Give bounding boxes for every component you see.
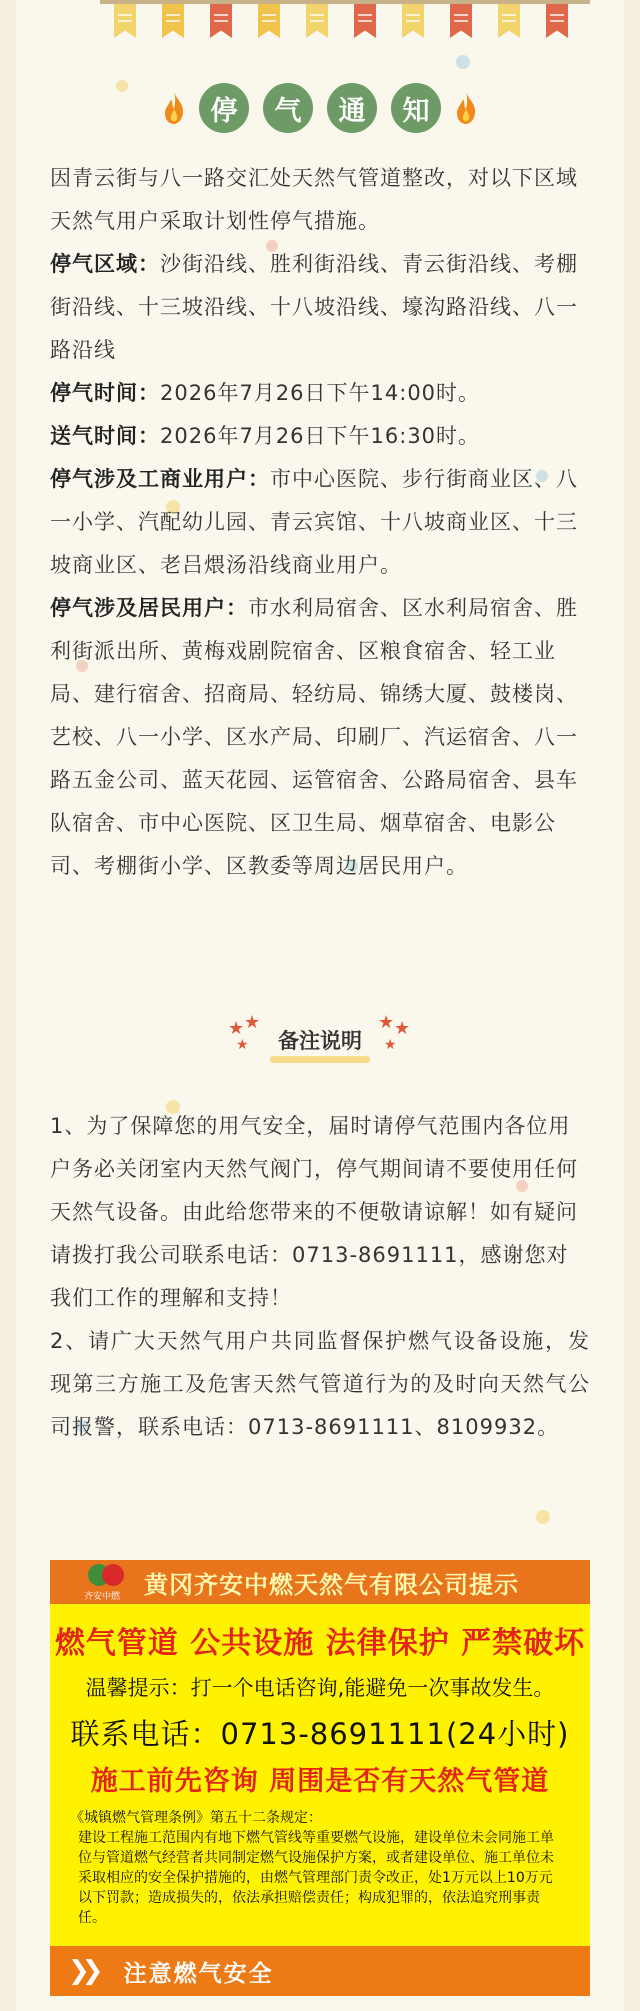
area-label: 停气区域： bbox=[50, 252, 160, 276]
stop-time-label: 停气时间： bbox=[50, 381, 160, 405]
notes-heading bbox=[0, 1010, 640, 1070]
notes-title: 备注说明 bbox=[274, 1025, 366, 1055]
poster-phone: 联系电话：0713-8691111(24小时) bbox=[70, 1717, 570, 1751]
bunting-flag bbox=[258, 4, 280, 38]
bunting-flag bbox=[402, 4, 424, 38]
stars-icon: ★ ★ ★ bbox=[378, 1012, 411, 1053]
stars-icon: ★ ★ ★ bbox=[228, 1012, 261, 1053]
resume-time-paragraph bbox=[50, 415, 590, 458]
bunting-flag bbox=[354, 4, 376, 38]
notice-body bbox=[50, 157, 590, 888]
bunting-flag bbox=[450, 4, 472, 38]
note-item: 1、为了保障您的用气安全，届时请停气范围内各位用户务必关闭室内天然气阀门，停气期间请不要使用任何天然气设备。由此给您带来的不便敬请谅解！如有疑问请拨打我公司联系电话：0713-8691111，感谢您对我们工作的理解和支持！ bbox=[50, 1114, 578, 1310]
bunting-flag bbox=[546, 4, 568, 38]
stop-time-value: 2026年7月26日下午14:00时。 bbox=[160, 381, 481, 405]
poster-company-name: 黄冈齐安中燃天然气有限公司提示 bbox=[144, 1569, 519, 1599]
resume-time-value: 2026年7月26日下午16:30时。 bbox=[160, 424, 481, 448]
residential-value: 市水利局宿舍、区水利局宿舍、胜利街派出所、黄梅戏剧院宿舍、区粮食宿舍、轻工业局、建行宿舍、招商局、轻纺局、锦绣大厦、鼓楼岗、艺校、八一小学、区水产局、印刷厂、汽运宿舍、八一路五金公司、蓝天花园、运管宿舍、公路局宿舍、县车队宿舍、市中心医院、区卫生局、烟草宿舍、电影公司、考棚街小学、区教委等周边居民用户。 bbox=[50, 596, 578, 878]
area-paragraph bbox=[50, 243, 590, 372]
flame-icon bbox=[455, 91, 477, 125]
area-value: 沙街沿线、胜利街沿线、青云街沿线、考棚街沿线、十三坡沿线、十八坡沿线、壕沟路沿线、八一路沿线 bbox=[50, 252, 578, 362]
title-char: 知 bbox=[391, 83, 441, 133]
commercial-value: 市中心医院、步行街商业区、八一小学、汽配幼儿园、青云宾馆、十八坡商业区、十三坡商业区、老吕煨汤沿线商业用户。 bbox=[50, 467, 578, 577]
resume-time-label: 送气时间： bbox=[50, 424, 160, 448]
footer-text: 注意燃气安全 bbox=[123, 1960, 274, 1987]
poster-tip: 温馨提示：打一个电话咨询,能避免一次事故发生。 bbox=[85, 1676, 555, 1700]
title-char: 停 bbox=[199, 83, 249, 133]
commercial-label: 停气涉及工商业用户： bbox=[50, 467, 270, 491]
law-title: 《城镇燃气管理条例》第五十二条规定： bbox=[70, 1810, 322, 1826]
title-char: 气 bbox=[263, 83, 313, 133]
commercial-paragraph bbox=[50, 458, 590, 587]
poster-footer bbox=[50, 1946, 590, 1996]
notice-title bbox=[0, 78, 640, 138]
note-item: 2、请广大天然气用户共同监督保护燃气设备设施，发现第三方施工及危害天然气管道行为的及时向天然气公司报警，联系电话：0713-8691111、8109932。 bbox=[50, 1329, 590, 1439]
stop-time-paragraph bbox=[50, 372, 590, 415]
poster-slogan: 燃气管道 公共设施 法律保护 严禁破坏 bbox=[54, 1626, 586, 1661]
law-body: 建设工程施工范围内有地下燃气管线等重要燃气设施，建设单位未会同施工单位与管道燃气经营者共同制定燃气设施保护方案，或者建设单位、施工单位未采取相应的安全保护措施的，由燃气管理部门责令改正，处1万元以上10万元以下罚款；造成损失的，依法承担赔偿责任；构成犯罪的，依法追究刑事责任。 bbox=[78, 1830, 554, 1926]
bunting-flag bbox=[162, 4, 184, 38]
safety-poster bbox=[50, 1560, 590, 1996]
notes-body bbox=[50, 1105, 590, 1449]
poster-header bbox=[50, 1560, 590, 1604]
intro-text: 因青云街与八一路交汇处天然气管道整改，对以下区域天然气用户采取计划性停气措施。 bbox=[50, 166, 578, 233]
poster-consult: 施工前先咨询 周围是否有天然气管道 bbox=[90, 1766, 550, 1797]
bunting-flags bbox=[110, 0, 580, 46]
residential-label: 停气涉及居民用户： bbox=[50, 596, 248, 620]
residential-paragraph bbox=[50, 587, 590, 888]
title-char: 通 bbox=[327, 83, 377, 133]
bunting-flag bbox=[306, 4, 328, 38]
bunting-flag bbox=[498, 4, 520, 38]
bunting-flag bbox=[114, 4, 136, 38]
double-chevron-icon: ❯❯ bbox=[68, 1956, 96, 1986]
bunting-flag bbox=[210, 4, 232, 38]
decor-dot bbox=[536, 1510, 550, 1524]
company-logo bbox=[84, 1562, 136, 1602]
decor-dot bbox=[456, 55, 470, 69]
logo-text: 齐安中燃 bbox=[84, 1592, 121, 1602]
flame-icon bbox=[163, 91, 185, 125]
poster-law bbox=[70, 1808, 564, 1928]
